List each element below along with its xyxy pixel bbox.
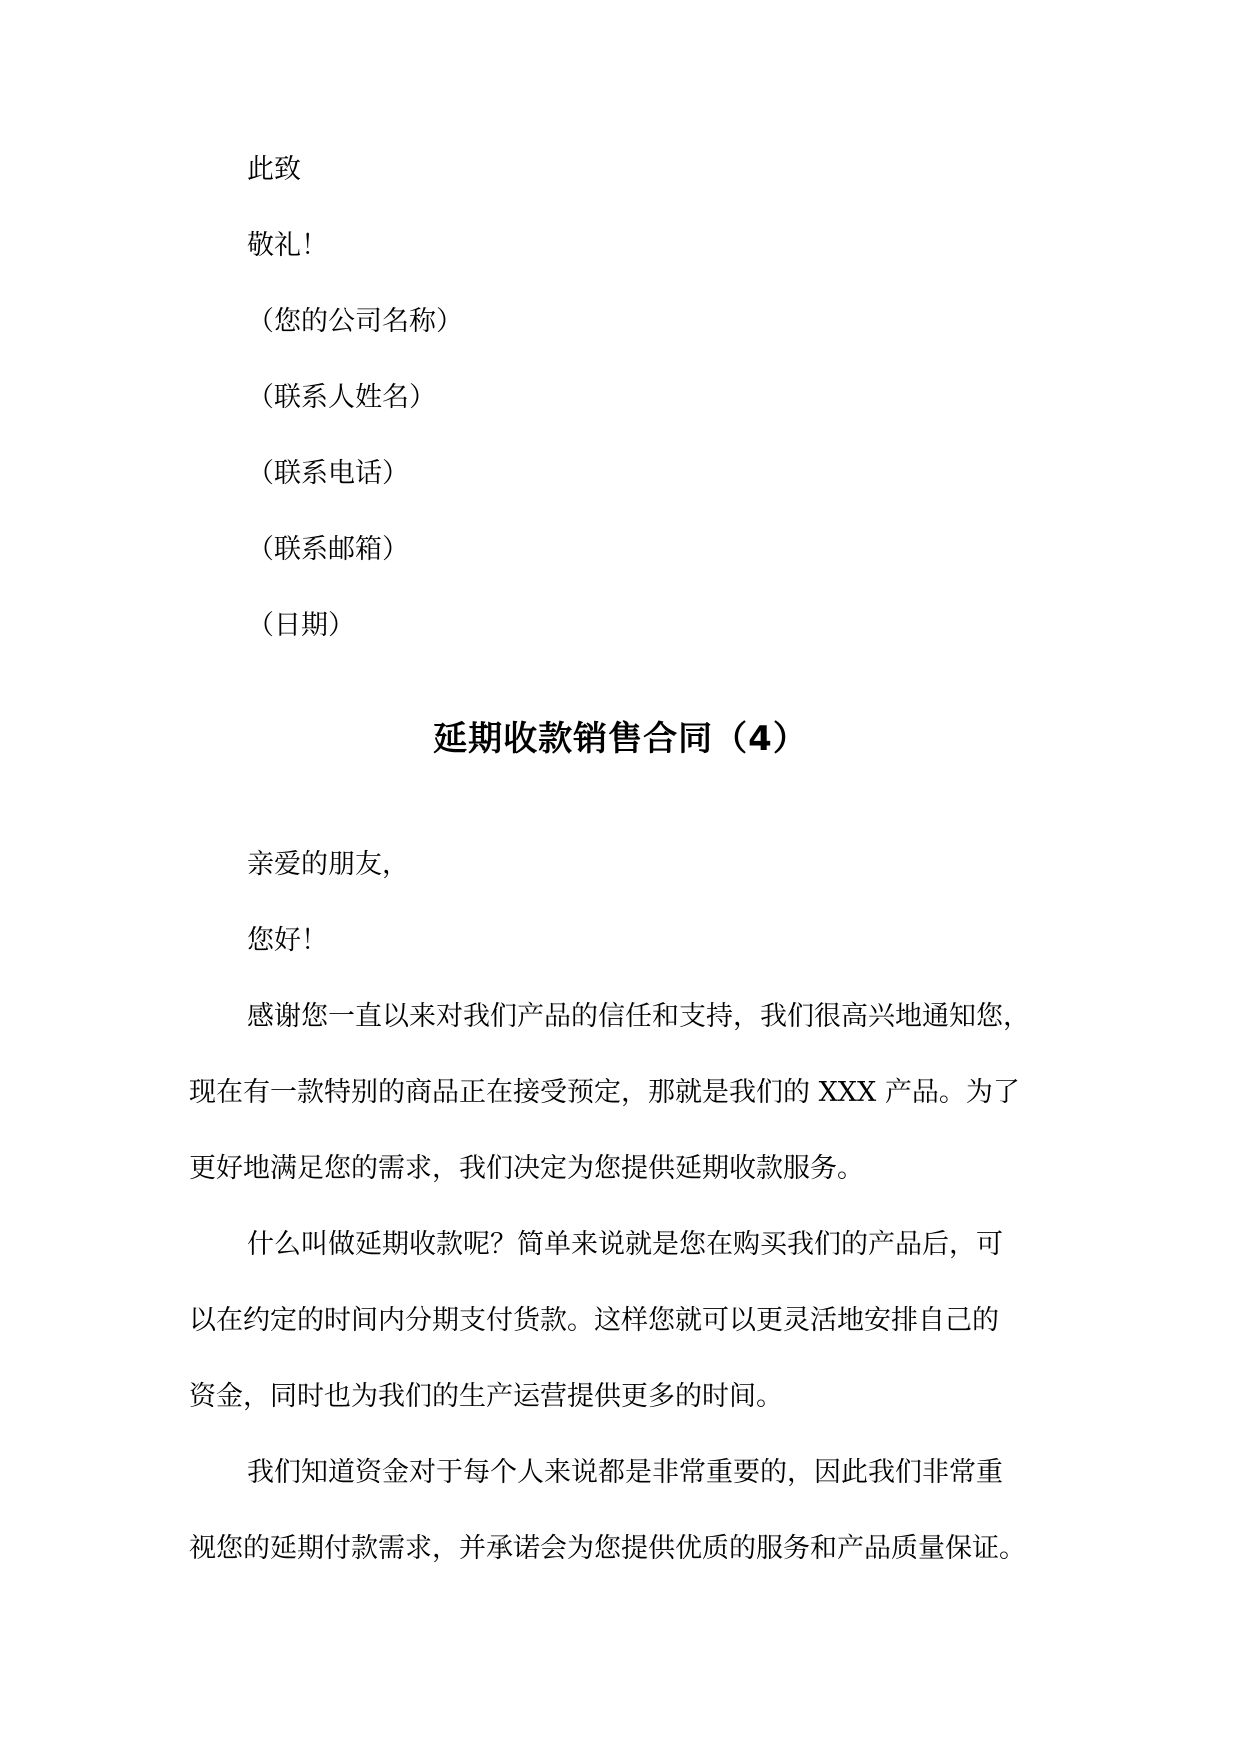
- paragraph-line: 感谢您一直以来对我们产品的信任和支持，我们很高兴地通知您，: [247, 1001, 1030, 1032]
- paragraph-line: 我们知道资金对于每个人来说都是非常重要的，因此我们非常重: [247, 1457, 1003, 1488]
- paragraph-line: 现在有一款特别的商品正在接受预定，那就是我们的 XXX 产品。为了: [189, 1077, 1020, 1108]
- closing-line-phone: （联系电话）: [247, 458, 409, 489]
- paragraph-line: 以在约定的时间内分期支付货款。这样您就可以更灵活地安排自己的: [189, 1305, 999, 1336]
- document-title: 延期收款销售合同（4）: [433, 719, 808, 759]
- paragraph-line: 什么叫做延期收款呢？简单来说就是您在购买我们的产品后，可: [247, 1229, 1003, 1260]
- closing-line-company: （您的公司名称）: [247, 306, 463, 337]
- closing-line-salute: 敬礼！: [247, 230, 328, 261]
- closing-line-date: （日期）: [247, 610, 355, 641]
- closing-line-email: （联系邮箱）: [247, 534, 409, 565]
- paragraph-line: 更好地满足您的需求，我们决定为您提供延期收款服务。: [189, 1153, 864, 1184]
- salutation: 亲爱的朋友，: [247, 849, 409, 880]
- greeting: 您好！: [247, 925, 328, 956]
- closing-line-contact-name: （联系人姓名）: [247, 382, 436, 413]
- paragraph-line: 视您的延期付款需求，并承诺会为您提供优质的服务和产品质量保证。: [189, 1533, 1026, 1564]
- closing-line-regards: 此致: [247, 154, 301, 185]
- paragraph-line: 资金，同时也为我们的生产运营提供更多的时间。: [189, 1381, 783, 1412]
